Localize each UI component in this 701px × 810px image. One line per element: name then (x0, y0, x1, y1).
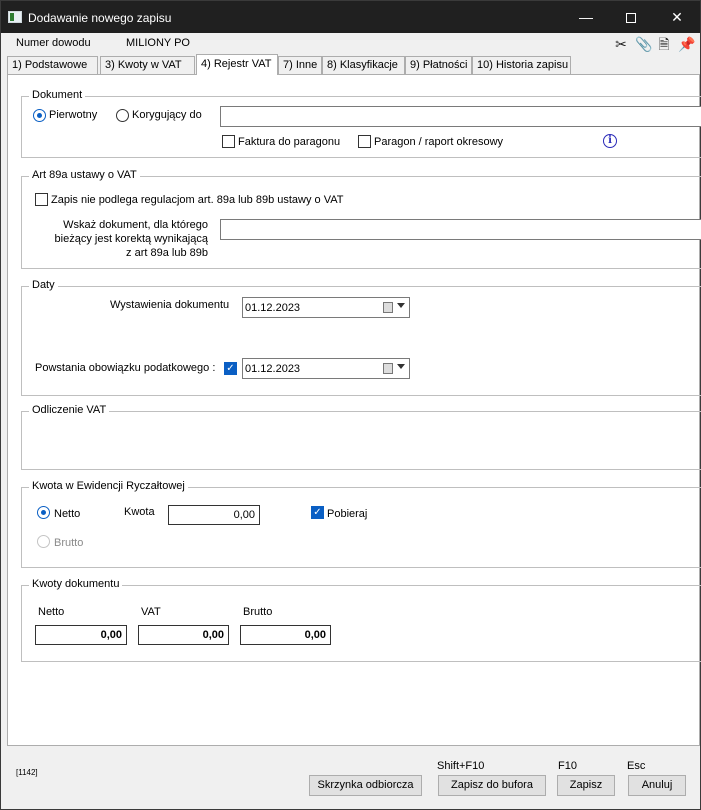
group-ryczalt (21, 480, 701, 568)
maximize-button[interactable] (608, 1, 654, 33)
tab-inne[interactable]: 7) Inne (278, 56, 322, 74)
label-wystawienia: Wystawienia dokumentu (110, 299, 230, 311)
group-odliczenie-title: Odliczenie VAT (29, 404, 109, 416)
label-faktura-do-paragonu: Faktura do paragonu (238, 136, 341, 148)
document-header (1, 33, 700, 53)
art89-prompt-line-1: Wskaż dokument, dla którego (63, 219, 208, 231)
label-pierwotny: Pierwotny (49, 109, 98, 121)
label-ryczalt-netto: Netto (54, 508, 81, 520)
document-number-label: Numer dowodu (16, 37, 91, 49)
group-art89 (21, 169, 701, 269)
radio-ryczalt-netto[interactable] (37, 506, 50, 519)
kwoty-netto-value[interactable]: 0,00 (35, 625, 127, 645)
tab-panel-rejestr-vat (7, 74, 700, 746)
label-art89-exempt: Zapis nie podlega regulacjom art. 89a lub 89b ustawy o VAT (51, 194, 344, 206)
checkbox-art89-exempt[interactable] (35, 193, 48, 206)
zapisz-do-bufora-button[interactable]: Zapisz do bufora (438, 775, 546, 796)
group-ryczalt-title: Kwota w Ewidencji Ryczałtowej (29, 480, 188, 492)
form-id: [1142] (16, 768, 38, 777)
tab-klasyfikacje[interactable]: 8) Klasyfikacje (322, 56, 405, 74)
group-dokument (21, 89, 701, 158)
label-kwoty-brutto: Brutto (243, 606, 273, 618)
group-dokument-title: Dokument (29, 89, 85, 101)
art89-prompt-line-3: z art 89a lub 89b (126, 247, 208, 259)
date-powstania[interactable] (242, 358, 410, 379)
label-powstania: Powstania obowiązku podatkowego : (35, 362, 216, 374)
checkbox-pobieraj[interactable]: ✓ (311, 506, 324, 519)
document-number-value: MILIONY PO (126, 37, 190, 49)
art89-prompt-line-2: bieżący jest korektą wynikającą (54, 233, 208, 245)
tab-rejestr-vat[interactable]: 4) Rejestr VAT (196, 54, 278, 75)
checkbox-paragon-raport[interactable] (358, 135, 371, 148)
pin-icon[interactable]: 📌 (678, 36, 696, 52)
maximize-icon (626, 13, 636, 23)
date-wystawienia[interactable] (242, 297, 410, 318)
shortcut-anuluj: Esc (627, 760, 646, 772)
group-art89-title: Art 89a ustawy o VAT (29, 169, 140, 181)
label-kwoty-vat: VAT (141, 606, 161, 618)
document-report-icon[interactable]: 🗎 (658, 36, 670, 52)
shortcut-zapisz: F10 (558, 760, 577, 772)
title-bar[interactable] (1, 1, 700, 33)
radio-ryczalt-brutto[interactable] (37, 535, 50, 548)
date-wystawienia-value: 01.12.2023 (245, 302, 301, 314)
calendar-icon[interactable] (383, 302, 393, 313)
info-icon[interactable]: i (603, 134, 617, 148)
label-korygujacy: Korygujący do (132, 109, 202, 121)
shortcut-bufor: Shift+F10 (437, 760, 485, 772)
chevron-down-icon[interactable] (397, 364, 405, 369)
paperclip-icon[interactable]: 📎 (635, 36, 653, 52)
skrzynka-odbiorcza-button[interactable]: Skrzynka odbiorcza (309, 775, 422, 796)
minimize-button[interactable]: — (579, 9, 593, 25)
korygujacy-input[interactable] (220, 106, 701, 127)
radio-korygujacy[interactable] (116, 109, 129, 122)
radio-pierwotny[interactable] (33, 109, 46, 122)
app-icon (8, 11, 22, 23)
calendar-icon[interactable] (383, 363, 393, 374)
group-odliczenie (21, 404, 701, 470)
tab-historia-zapisu[interactable]: 10) Historia zapisu (472, 56, 571, 74)
group-daty (21, 279, 701, 396)
checkbox-faktura-do-paragonu[interactable] (222, 135, 235, 148)
kwoty-brutto-value[interactable]: 0,00 (240, 625, 331, 645)
label-pobieraj: Pobieraj (327, 508, 368, 520)
anuluj-button[interactable]: Anuluj (628, 775, 686, 796)
checkbox-powstania[interactable]: ✓ (224, 362, 237, 375)
label-ryczalt-brutto: Brutto (54, 537, 84, 549)
kwota-input[interactable]: 0,00 (168, 505, 260, 525)
kwoty-vat-value[interactable]: 0,00 (138, 625, 229, 645)
group-kwoty-title: Kwoty dokumentu (29, 578, 122, 590)
tab-platnosci[interactable]: 9) Płatności (405, 56, 472, 74)
group-daty-title: Daty (29, 279, 58, 291)
label-kwota: Kwota (124, 506, 155, 518)
tab-kwoty-vat[interactable]: 3) Kwoty w VAT (100, 56, 195, 74)
label-kwoty-netto: Netto (38, 606, 65, 618)
date-powstania-value: 01.12.2023 (245, 363, 301, 375)
art89-document-input[interactable] (220, 219, 701, 240)
group-kwoty-dokumentu (21, 578, 701, 662)
label-paragon-raport: Paragon / raport okresowy (374, 136, 504, 148)
window-title: Dodawanie nowego zapisu (28, 11, 172, 25)
chevron-down-icon[interactable] (397, 303, 405, 308)
tab-podstawowe[interactable]: 1) Podstawowe (7, 56, 98, 74)
zapisz-button[interactable]: Zapisz (557, 775, 615, 796)
scissors-icon[interactable]: ✂ (615, 36, 627, 52)
close-button[interactable]: ✕ (671, 9, 683, 25)
